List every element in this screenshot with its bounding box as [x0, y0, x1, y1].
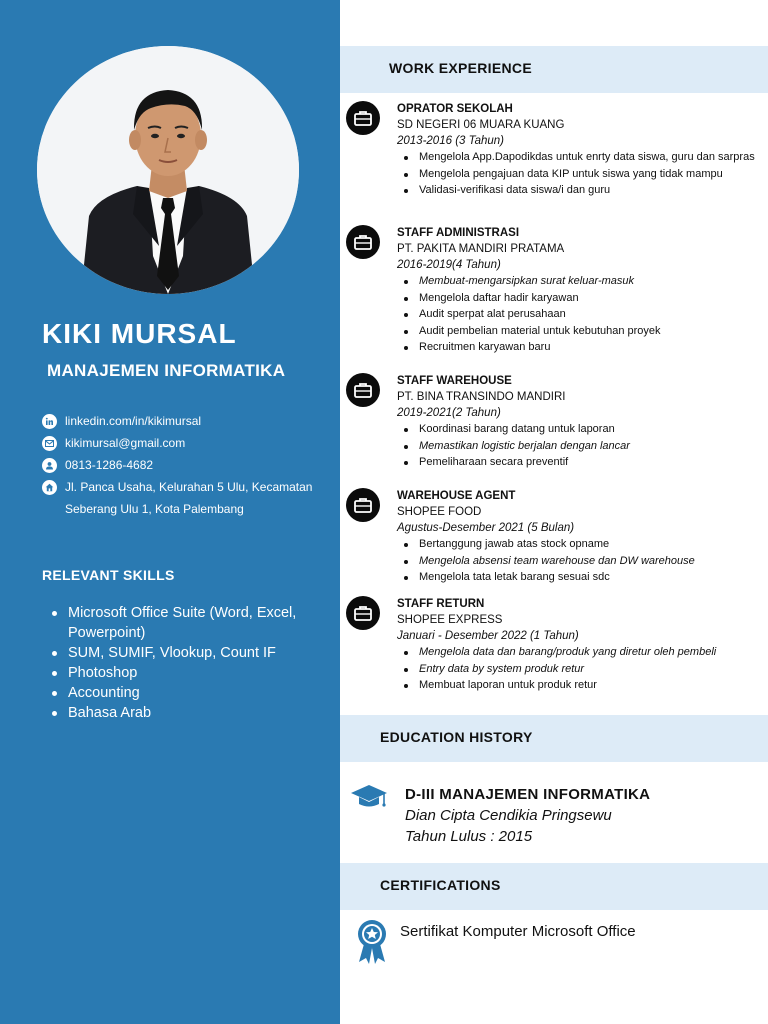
email-link[interactable]: kikimursal@gmail.com	[65, 436, 186, 450]
job-duty: Mengelola pengajuan data KIP untuk siswa yang tidak mampu	[397, 166, 767, 183]
profile-name: KIKI MURSAL	[42, 318, 237, 349]
job-company: SD NEGERI 06 MUARA KUANG	[397, 119, 565, 131]
education-degree: D-III MANAJEMEN INFORMATIKA	[405, 786, 651, 803]
job-title: STAFF ADMINISTRASI	[397, 227, 520, 239]
education-heading-band	[340, 715, 768, 762]
briefcase-icon	[346, 488, 380, 522]
job-duty: Koordinasi barang datang untuk laporan	[397, 421, 767, 438]
job-duty: Audit sperpat alat perusahaan	[397, 306, 767, 323]
address-text: Jl. Panca Usaha, Kelurahan 5 Ulu, Kecamatan Seberang Ulu 1, Kota Palembang	[65, 480, 313, 516]
job-company: SHOPEE EXPRESS	[397, 614, 503, 626]
skill-item: Microsoft Office Suite (Word, Excel, Powerpoint)	[50, 603, 320, 643]
job-duty: Audit pembelian material untuk kebutuhan proyek	[397, 323, 767, 340]
profile-sidebar	[0, 0, 340, 1024]
job-duty: Pemeliharaan secara preventif	[397, 454, 767, 471]
linkedin-link[interactable]: linkedin.com/in/kikimursal	[65, 414, 202, 428]
job-duty: Mengelola App.Dapodikdas untuk enrty data siswa, guru dan sarpras	[397, 149, 767, 166]
job-title: OPRATOR SEKOLAH	[397, 103, 513, 115]
award-ribbon-icon	[356, 918, 388, 969]
contact-list	[42, 410, 322, 520]
job-company: SHOPEE FOOD	[397, 506, 482, 518]
job-duty: Mengelola tata letak barang sesuai sdc	[397, 569, 767, 586]
education-heading: EDUCATION HISTORY	[380, 729, 533, 745]
contact-linkedin	[42, 410, 322, 432]
job-period: 2013-2016 (3 Tahun)	[397, 135, 504, 147]
education-school: Dian Cipta Cendikia Pringsewu	[405, 807, 612, 824]
job-period: Januari - Desember 2022 (1 Tahun)	[397, 630, 579, 642]
job-period: 2016-2019(4 Tahun)	[397, 259, 501, 271]
briefcase-icon	[346, 225, 380, 259]
job-duty: Memastikan logistic berjalan dengan lancar	[397, 438, 767, 455]
skills-list	[50, 603, 320, 723]
briefcase-icon	[346, 596, 380, 630]
skills-heading: RELEVANT SKILLS	[42, 567, 175, 583]
work-heading: WORK EXPERIENCE	[389, 60, 532, 76]
job-title: STAFF WAREHOUSE	[397, 375, 512, 387]
job-duty: Membuat-mengarsipkan surat keluar-masuk	[397, 273, 767, 290]
job-duty: Validasi-verifikasi data siswa/i dan guru	[397, 182, 767, 199]
job-title: STAFF RETURN	[397, 598, 485, 610]
certifications-heading: CERTIFICATIONS	[380, 877, 501, 893]
job-duties	[397, 149, 767, 199]
user-icon	[42, 458, 57, 473]
skill-item: Accounting	[50, 683, 320, 703]
job-period: Agustus-Desember 2021 (5 Bulan)	[397, 522, 575, 534]
contact-phone	[42, 454, 322, 476]
contact-email	[42, 432, 322, 454]
certifications-heading-band	[340, 863, 768, 910]
job-company: PT. PAKITA MANDIRI PRATAMA	[397, 243, 565, 255]
home-icon	[42, 480, 57, 495]
job-duty: Mengelola data dan barang/produk yang diretur oleh pembeli	[397, 644, 767, 661]
job-duties	[397, 273, 767, 356]
work-heading-band	[340, 46, 768, 93]
briefcase-icon	[346, 101, 380, 135]
job-period: 2019-2021(2 Tahun)	[397, 407, 501, 419]
job-duties	[397, 536, 767, 586]
education-year: Tahun Lulus : 2015	[405, 828, 533, 845]
job-title: WAREHOUSE AGENT	[397, 490, 516, 502]
graduation-cap-icon	[350, 783, 388, 814]
briefcase-icon	[346, 373, 380, 407]
linkedin-icon	[42, 414, 57, 429]
profile-title: MANAJEMEN INFORMATIKA	[47, 361, 286, 380]
skill-item: SUM, SUMIF, Vlookup, Count IF	[50, 643, 320, 663]
phone-number: 0813-1286-4682	[65, 458, 154, 472]
job-duty: Membuat laporan untuk produk retur	[397, 677, 767, 694]
job-duty: Recruitmen karyawan baru	[397, 339, 767, 356]
profile-photo-illustration	[37, 46, 299, 294]
job-duty: Mengelola daftar hadir karyawan	[397, 290, 767, 307]
email-icon	[42, 436, 57, 451]
skill-item: Photoshop	[50, 663, 320, 683]
job-duty: Mengelola absensi team warehouse dan DW warehouse	[397, 553, 767, 570]
certification-item: Sertifikat Komputer Microsoft Office	[400, 923, 636, 940]
job-company: PT. BINA TRANSINDO MANDIRI	[397, 391, 566, 403]
job-duties	[397, 644, 767, 694]
job-duty: Entry data by system produk retur	[397, 661, 767, 678]
profile-photo	[37, 46, 299, 294]
skill-item: Bahasa Arab	[50, 703, 320, 723]
job-duty: Bertanggung jawab atas stock opname	[397, 536, 767, 553]
contact-address	[42, 476, 322, 520]
job-duties	[397, 421, 767, 471]
